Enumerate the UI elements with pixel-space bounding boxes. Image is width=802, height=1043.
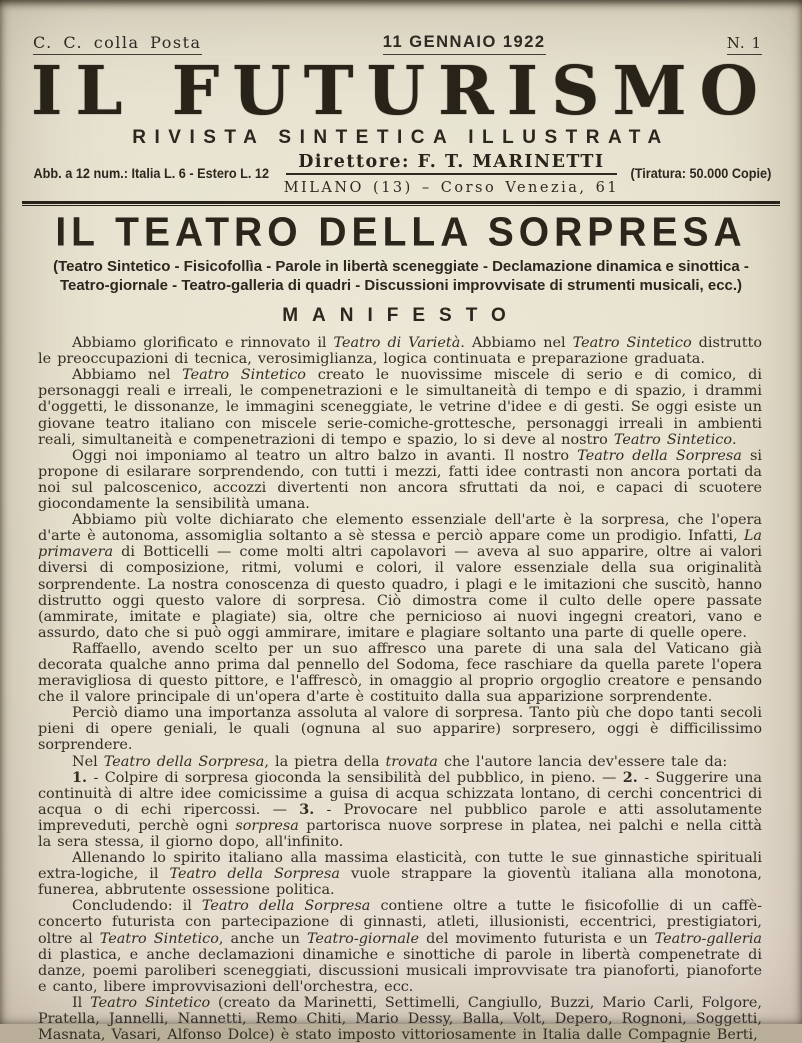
top-meta-row [0, 0, 802, 55]
issue-number: N. 1 [727, 34, 762, 55]
paragraph-segment: distrutto le preoccupazioni di tecnica, verosimiglianza, logica continuata e preparazione graduata. [38, 335, 763, 368]
paragraph-segment: di plastica, e anche declamazioni dinamiche e sinottiche di parole in libertà compenetrate di danze, poemi paroliberi sceneggiati, discussioni musicali improvvisate tra pianoforti, pianoforte e canto, libere improvvisazioni dell'orchestra, ecc. [38, 946, 762, 995]
subscription-info: Abb. a 12 num.: Italia L. 6 - Estero L. 12 [33, 166, 270, 182]
paragraph-segment: che l'autore lancia dev'essere tale da: [437, 753, 728, 770]
paragraph-segment: La primavera [38, 528, 762, 561]
address-line: MILANO (13) – Corso Venezia, 61 [283, 179, 620, 196]
paragraph-segment: Allenando lo spirito italiano alla massima elasticità, con tutte le sue ginnastiche spirituali extra-logiche, il [38, 850, 762, 883]
masthead-title: IL FUTURISMO [31, 51, 771, 130]
paragraph-segment: Teatro Sintetico [613, 431, 733, 448]
paragraph-segment: Teatro Sintetico [90, 994, 211, 1011]
paragraph-segment: Teatro Sintetico [182, 367, 306, 384]
article-paragraph [38, 754, 762, 770]
paragraph-segment: . [732, 431, 737, 448]
article-paragraph [38, 335, 762, 367]
article-paragraph [38, 898, 762, 995]
paragraph-segment: Raffaello, avendo scelto per un suo affresco una parete di una sala del Vaticano già decorata qualche anno prima dal pennello del Sodoma, fece raschiare da quella parete l'opera meravigliosa di questo pittore, e l'affrescò, in omaggio al proprio orgoglio creatore e pensando che il valore principale di un'opera d'arte è costituito dalla sua apparizione sorprendente. [38, 640, 762, 706]
paragraph-segment: creato le nuovissime miscele di serio e di comico, di personaggi reali e irreali, le compenetrazioni e le simultaneità di tempo e di spazio, i drammi d'oggetti, le dissonanze, le immagini sceneggiate, le vetrine d'idee e di gesti. Se oggi esiste un giovane teatro italiano con miscele serie-comiche-grottesche, personaggi irreali in ambienti reali, simultaneità e compenetrazioni di tempo e spazio, lo si deve al nostro [38, 367, 762, 448]
paragraph-segment: Teatro di Varietà [333, 335, 461, 352]
paragraph-segment: Nel [72, 753, 104, 770]
paragraph-segment: (creato da Marinetti, Settimelli, Cangiullo, Buzzi, Mario Carli, Folgore, Pratella, Jannelli, Nannetti, Remo Chiti, Mario Dessy, Balla, Volt, Depero, Rognoni, Soggetti, Masnata, Vasari, Alfonso Dolce) è stato imposto vittoriosamente in Italia dalle Compagnie Berti, [38, 994, 762, 1043]
paragraph-segment: vuole strappare la gioventù italiana alla monotona, funerea, abbrutente ossessione politica. [38, 866, 762, 899]
paragraph-segment: Teatro Sintetico [572, 335, 692, 352]
masthead-subtitle: RIVISTA SINTETICA ILLUSTRATA [132, 127, 670, 148]
paragraph-segment: del movimento futurista e un [419, 930, 655, 947]
article-paragraph [38, 995, 762, 1043]
paragraph-segment: partorisca nuove sorprese in platea, nei palchi e nella città la sera stessa, il giorno dopo, all'infinito. [38, 817, 762, 850]
paragraph-segment: , la pietra della [264, 753, 386, 770]
paragraph-segment: Oggi noi imponiamo al teatro un altro balzo in avanti. Il nostro [72, 447, 578, 464]
paragraph-segment: - Colpire di sorpresa gioconda la sensibilità del pubblico, in pieno. — [87, 769, 623, 786]
article-paragraph [38, 512, 762, 641]
paragraph-segment: Abbiamo più volte dichiarato che elemento essenziale dell'arte è la sorpresa, che l'opera d'arte è autonoma, assomiglia soltanto a sè stessa e perciò appare come un prodigio. Infatti, [38, 512, 762, 545]
paragraph-segment: contiene oltre a tutte le fisicofollie di un caffè-concerto futurista con partecipazione di ginnasti, atleti, illusionisti, eccentrici, prestigiatori, oltre al [38, 898, 763, 947]
article-body [0, 333, 802, 1043]
paragraph-segment: 2. [622, 768, 638, 786]
paragraph-segment: 1. [72, 768, 88, 786]
article-paragraph [38, 850, 762, 898]
paragraph-segment: trovata [385, 753, 438, 770]
paragraph-segment: si propone di esilarare sorprendendo, con tutti i mezzi, fatti idee contrasti non ancora portati da noi sul palcoscenico, accozzi divertenti non ancora sfruttati da noi, e capaci di scuotere giocondamente la sensibilità umana. [38, 447, 762, 513]
director-block [284, 152, 619, 196]
article-subtitle-line2: Teatro-giornale - Teatro-galleria di quadri - Discussioni improvvisate di strumenti musicali, ecc.) [59, 277, 743, 295]
paragraph-segment: sorpresa [235, 817, 299, 834]
issue-date: 11 GENNAIO 1922 [383, 33, 546, 55]
paragraph-segment: Abbiamo glorificato e rinnovato il [72, 335, 334, 352]
article-paragraph [38, 367, 762, 447]
print-run: (Tiratura: 50.000 Copie) [630, 166, 772, 182]
article-paragraph [38, 448, 762, 512]
article-paragraph [38, 770, 762, 850]
paragraph-segment: Teatro della Sorpresa [103, 753, 265, 770]
paragraph-segment: , anche un [218, 930, 307, 947]
header-divider-rule [22, 201, 780, 206]
director-line: Direttore: F. T. MARINETTI [298, 152, 605, 172]
publication-info-row [0, 149, 802, 200]
paragraph-segment: Teatro-giornale [306, 930, 420, 947]
paragraph-segment: Abbiamo nel [72, 367, 183, 384]
paragraph-segment: - Provocare nel pubblico parole e atti assolutamente impreveduti, perchè ogni [38, 801, 762, 834]
paragraph-segment: 3. [299, 800, 315, 818]
paragraph-segment: Concludendo: il [72, 898, 202, 915]
article-title: IL TEATRO DELLA SORPRESA [55, 209, 747, 255]
article-subtitle [0, 257, 802, 297]
postal-note: C. C. colla Posta [33, 33, 202, 55]
paragraph-segment: Teatro Sintetico [99, 930, 219, 947]
paragraph-segment: Il [72, 994, 91, 1011]
article-paragraph [38, 705, 762, 753]
article-paragraph [38, 641, 762, 705]
paragraph-segment: Teatro della Sorpresa [201, 898, 371, 915]
paragraph-segment: Teatro della Sorpresa [169, 866, 340, 883]
paragraph-segment: - Suggerire una continuità di altre idee comicissime a guisa di acqua schizzata lontano, di cerchi concentrici di acqua o di echi ripercossi. — [38, 769, 762, 818]
paragraph-segment: . Abbiamo nel [460, 335, 573, 352]
article-subtitle-line1: (Teatro Sintetico - Fisicofollìa - Parole in libertà sceneggiate - Declamazione dinamica e sinottica - [53, 257, 749, 275]
director-rule [286, 173, 617, 175]
paragraph-segment: di Botticelli — come molti altri capolavori — aveva al suo apparire, oltre ai valori diversi di composizione, ritmi, volumi e colori, il valore essenziale della sua originalità sorprendente. La nostra conoscenza di questo quadro, i plagi e le imitazioni che suscitò, hanno distrutto oggi questo valore di sorpresa. Ciò dimostra come il culto delle opere passate (ammirate, imitate e plagiate) sia, oltre che pernicioso ai nuovi ingegni creatori, vano e assurdo, dato che si può oggi ammirare, imitare e plagiare soltanto una parte di quelle opere. [38, 544, 762, 641]
paragraph-segment: Teatro della Sorpresa [577, 447, 742, 464]
section-heading-manifesto: MANIFESTO [282, 305, 520, 327]
paragraph-segment: Teatro-galleria [654, 930, 762, 947]
paragraph-segment: Perciò diamo una importanza assoluta al valore di sorpresa. Tanto più che dopo tanti secoli pieni di opere geniali, le quali (ognuna al suo apparire) sorpresero, oggi è difficilissimo sorprendere. [38, 705, 762, 754]
